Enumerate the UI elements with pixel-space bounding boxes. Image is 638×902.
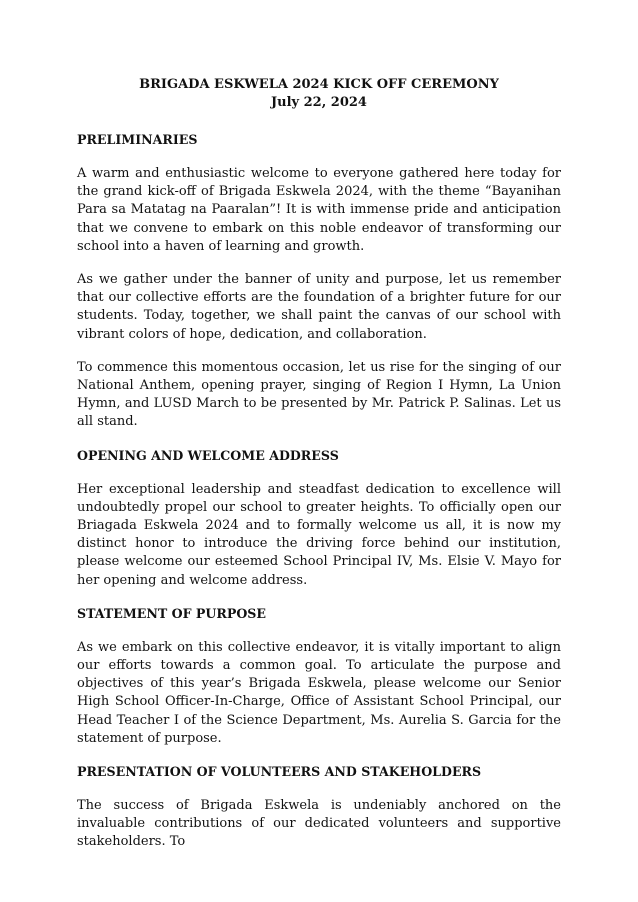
section-heading-volunteers-stakeholders: PRESENTATION OF VOLUNTEERS AND STAKEHOLDERS (77, 764, 482, 780)
paragraph: As we embark on this collective endeavor, it is vitally important to align our efforts towards a common goal. To articulate the purpose and objectives of this year’s Brigada Eskwela, please welcome our Senior High School Officer-In-Charge, Office of Assistant School Principal, our Head Teacher I of the Science Department, Ms. Aurelia S. Garcia for the statement of purpose. (77, 639, 561, 746)
paragraph: As we gather under the banner of unity and purpose, let us remember that our collective efforts are the foundation of a brighter future for our students. Today, together, we shall paint the canvas of our school with vibrant colors of hope, dedication, and collaboration. (77, 272, 561, 342)
paragraph: Her exceptional leadership and steadfast dedication to excellence will undoubtedly propel our school to greater heights. To officially open our Briagada Eskwela 2024 and to formally welcome us all, it is now my distinct honor to introduce the driving force behind our institution, please welcome our esteemed School Principal IV, Ms. Elsie V. Mayo for her opening and welcome address. (77, 481, 561, 588)
document-title: BRIGADA ESKWELA 2024 KICK OFF CEREMONY (139, 77, 499, 92)
document-date: July 22, 2024 (271, 95, 367, 110)
section-heading-statement-of-purpose: STATEMENT OF PURPOSE (77, 605, 266, 621)
paragraph: The success of Brigada Eskwela is undeniably anchored on the invaluable contributions of our dedicated volunteers and supportive stakeholders. To (77, 798, 561, 850)
paragraph: To commence this momentous occasion, let us rise for the singing of our National Anthem, opening prayer, singing of Region I Hymn, La Union Hymn, and LUSD March to be presented by Mr. Patrick P. Salinas. Let us all stand. (77, 359, 561, 430)
section-heading-preliminaries: PRELIMINARIES (77, 132, 198, 147)
paragraph: A warm and enthusiastic welcome to everyone gathered here today for the grand kick-off of Brigada Eskwela 2024, with the theme “Bayanihan Para sa Matatag na Paaralan”! It is with immense pride and anticipation that we convene to embark on this noble endeavor of transforming our school into a haven of learning and growth. (77, 166, 561, 254)
section-heading-opening-welcome-address: OPENING AND WELCOME ADDRESS (77, 447, 339, 463)
